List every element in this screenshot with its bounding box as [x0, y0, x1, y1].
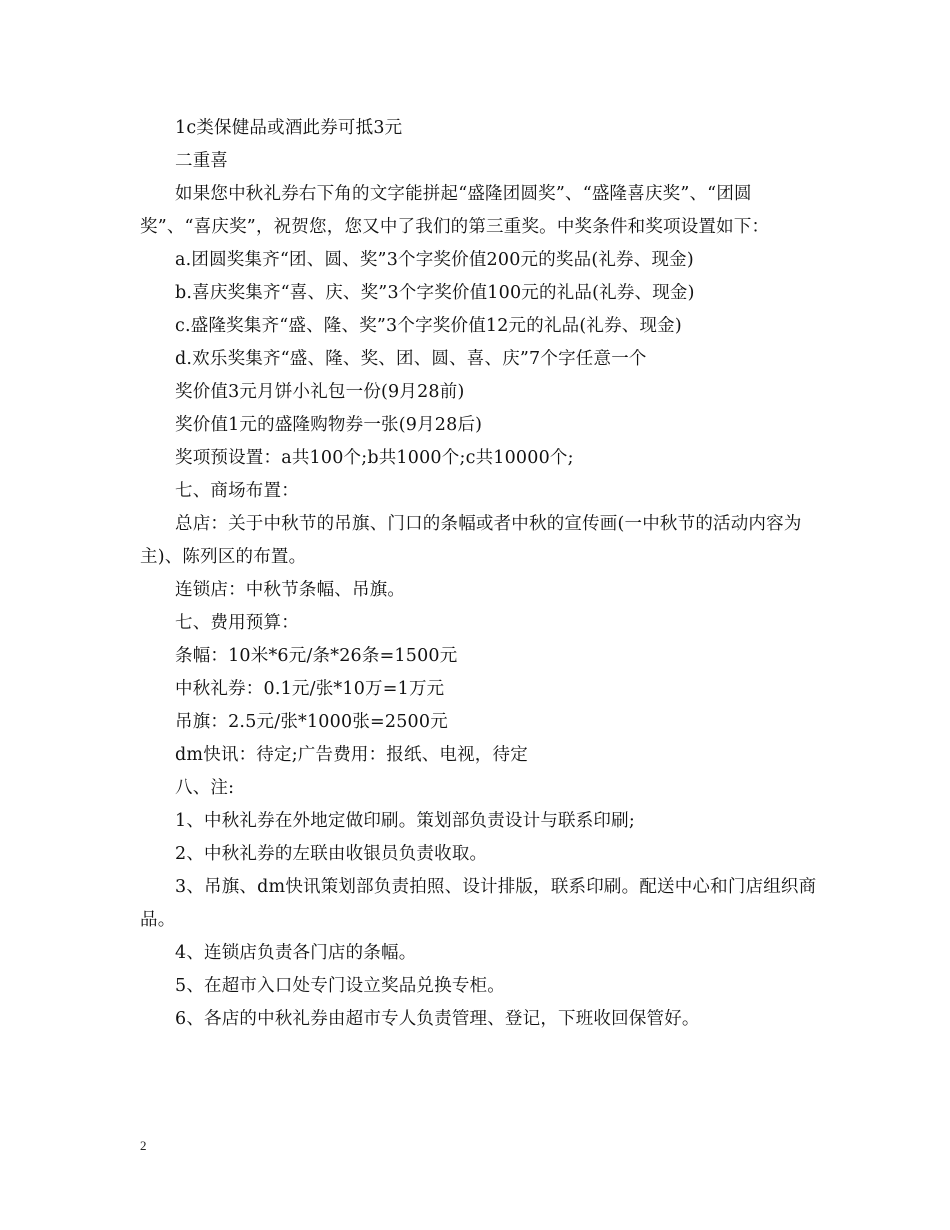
paragraph: a.团圆奖集齐“团、圆、奖”3个字奖价值200元的奖品(礼券、现金): [175, 250, 694, 270]
paragraph: 条幅：10米*6元/条*26条=1500元: [175, 646, 458, 666]
paragraph: d.欢乐奖集齐“盛、隆、奖、团、圆、喜、庆”7个字任意一个: [175, 349, 647, 369]
paragraph: c.盛隆奖集齐“盛、隆、奖”3个字奖价值12元的礼品(礼券、现金): [175, 316, 682, 336]
paragraph: 奖项预设置：a共100个;b共1000个;c共10000个;: [175, 448, 574, 468]
page-number: 2: [140, 1138, 147, 1153]
document-body: [140, 112, 820, 1036]
paragraph: 6、各店的中秋礼券由超市专人负责管理、登记，下班收回保管好。: [175, 1009, 700, 1029]
paragraph: 2、中秋礼券的左联由收银员负责收取。: [175, 844, 488, 864]
paragraph: 1、中秋礼券在外地定做印刷。策划部负责设计与联系印刷;: [175, 811, 635, 831]
paragraph: 3、吊旗、dm快讯策划部负责拍照、设计排版，联系印刷。配送中心和门店组织商品。: [140, 877, 817, 930]
paragraph: dm快讯：待定;广告费用：报纸、电视，待定: [175, 745, 528, 765]
paragraph: 如果您中秋礼券右下角的文字能拼起“盛隆团圆奖”、“盛隆喜庆奖”、“团圆奖”、“喜庆奖”，祝贺您，您又中了我们的第三重奖。中奖条件和奖项设置如下：: [140, 184, 770, 237]
paragraph: 5、在超市入口处专门设立奖品兑换专柜。: [175, 976, 505, 996]
section-heading: 七、费用预算：: [175, 613, 299, 633]
section-heading: 七、商场布置：: [175, 481, 299, 501]
paragraph: 奖价值3元月饼小礼包一份(9月28前): [175, 382, 465, 402]
paragraph: 奖价值1元的盛隆购物券一张(9月28后): [175, 415, 483, 435]
paragraph: 中秋礼券：0.1元/张*10万=1万元: [175, 679, 445, 699]
section-heading: 八、注:: [175, 778, 235, 798]
paragraph: 4、连锁店负责各门店的条幅。: [175, 943, 417, 963]
paragraph: 二重喜: [175, 151, 229, 171]
paragraph: 连锁店：中秋节条幅、吊旗。: [175, 580, 406, 600]
paragraph: 吊旗：2.5元/张*1000张=2500元: [175, 712, 448, 732]
paragraph: b.喜庆奖集齐“喜、庆、奖”3个字奖价值100元的礼品(礼券、现金): [175, 283, 695, 303]
paragraph: 1c类保健品或酒此券可抵3元: [175, 118, 403, 138]
paragraph: 总店：关于中秋节的吊旗、门口的条幅或者中秋的宣传画(一中秋节的活动内容为主)、陈列区的布置。: [140, 514, 802, 567]
